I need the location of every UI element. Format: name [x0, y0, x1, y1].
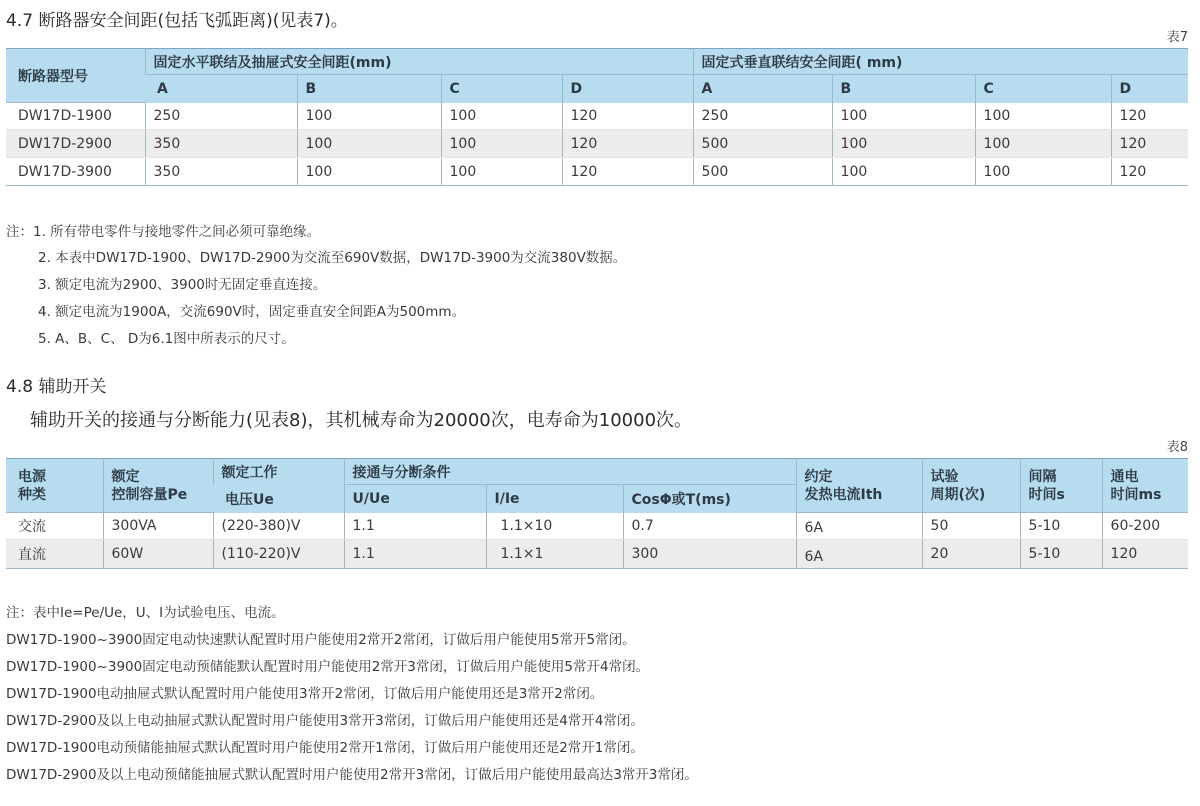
sub-header-b-h: B	[297, 75, 441, 103]
header-conditions: 接通与分断条件	[344, 459, 796, 485]
cell: 120	[1111, 130, 1188, 158]
table-8	[6, 458, 1188, 569]
cell: 100	[441, 158, 562, 186]
note-8-5: DW17D-2900及以上电动抽屉式默认配置时用户能使用3常开3常闭，订做后用户能使用还是4常开4常闭。	[6, 713, 644, 729]
cell: 5-10	[1020, 513, 1102, 540]
cell: 120	[562, 103, 693, 130]
cell: 250	[693, 103, 832, 130]
sub-header-c-h: C	[441, 75, 562, 103]
table-row	[6, 130, 1188, 158]
cell: 120	[562, 130, 693, 158]
cell: (110-220)V	[213, 540, 344, 569]
header-cycle: 试验 周期(次)	[922, 459, 1020, 513]
table-7-label: 表7	[1166, 30, 1188, 45]
note-8-1: 注：表中Ie=Pe/Ue，U、I为试验电压、电流。	[6, 605, 285, 621]
cell: 60W	[103, 540, 213, 569]
sub-header-d-v: D	[1111, 75, 1188, 103]
table-row	[6, 158, 1188, 186]
header-ith: 约定 发热电流Ith	[796, 459, 922, 513]
note-8-4: DW17D-1900电动抽屉式默认配置时用户能使用3常开2常闭，订做后用户能使用还是3常开2常闭。	[6, 686, 604, 702]
cell: 120	[562, 158, 693, 186]
cell: 1.1×1	[486, 540, 623, 569]
group-horizontal-header: 固定水平联结及抽屉式安全间距(mm)	[145, 49, 693, 75]
note-8-7: DW17D-2900及以上电动预储能抽屉式默认配置时用户能使用2常开3常闭，订做后用户能使用最高达3常开3常闭。	[6, 767, 698, 783]
table-row	[6, 540, 1188, 569]
section-4-7-title: 4.7 断路器安全间距(包括飞弧距离)(见表7)。	[6, 11, 348, 31]
sub-header-c-v: C	[975, 75, 1111, 103]
note-5: 5. A、B、C、 D为6.1图中所表示的尺寸。	[38, 331, 295, 347]
header-power-type: 电源 种类	[6, 459, 103, 513]
cell: 1.1	[344, 540, 486, 569]
table-row	[6, 103, 1188, 130]
cell: 120	[1111, 158, 1188, 186]
table-row	[6, 513, 1188, 540]
header-i-ie: I/Ie	[486, 485, 623, 513]
note-1: 注：1. 所有带电零件与接地零件之间必须可靠绝缘。	[6, 224, 321, 240]
cell: 1.1×10	[486, 513, 623, 540]
header-interval: 间隔 时间s	[1020, 459, 1102, 513]
cell: 100	[297, 158, 441, 186]
group-vertical-header: 固定式垂直联结安全间距( mm)	[693, 49, 1188, 75]
cell: 120	[1102, 540, 1188, 569]
cell: 直流	[6, 540, 103, 569]
cell: DW17D-2900	[6, 130, 145, 158]
cell: 100	[297, 130, 441, 158]
header-voltage-bottom: 电压Ue	[213, 485, 344, 513]
note-8-6: DW17D-1900电动预储能抽屉式默认配置时用户能使用2常开1常闭，订做后用户能使用还是2常开1常闭。	[6, 740, 644, 756]
section-4-8-title: 4.8 辅助开关	[6, 377, 107, 397]
note-8-3: DW17D-1900~3900固定电动预储能默认配置时用户能使用2常开3常闭，订做后用户能使用5常开4常闭。	[6, 659, 650, 675]
cell: 100	[441, 130, 562, 158]
note-8-2: DW17D-1900~3900固定电动快速默认配置时用户能使用2常开2常闭，订做后用户能使用5常开5常闭。	[6, 632, 636, 648]
table-7	[6, 48, 1188, 186]
note-3: 3. 额定电流为2900、3900时无固定垂直连接。	[38, 277, 327, 293]
cell: 350	[145, 130, 297, 158]
cell: 500	[693, 130, 832, 158]
cell: 1.1	[344, 513, 486, 540]
header-ontime: 通电 时间ms	[1102, 459, 1188, 513]
section-4-8-intro: 辅助开关的接通与分断能力(见表8)，其机械寿命为20000次，电寿命为10000次。	[30, 410, 693, 431]
header-voltage-top: 额定工作	[213, 459, 344, 485]
cell: 300	[623, 540, 796, 569]
sub-header-d-h: D	[562, 75, 693, 103]
header-u-ue: U/Ue	[344, 485, 486, 513]
cell: 交流	[6, 513, 103, 540]
cell: 350	[145, 158, 297, 186]
cell: 50	[922, 513, 1020, 540]
header-capacity: 额定 控制容量Pe	[103, 459, 213, 513]
note-4: 4. 额定电流为1900A，交流690V时，固定垂直安全间距A为500mm。	[38, 304, 466, 320]
cell: 100	[975, 103, 1111, 130]
col-model-header: 断路器型号	[6, 49, 145, 103]
header-cos: CosΦ或T(ms)	[623, 485, 796, 513]
cell: 100	[832, 130, 975, 158]
table-8-label: 表8	[1166, 440, 1188, 455]
cell: 500	[693, 158, 832, 186]
cell: 120	[1111, 103, 1188, 130]
cell: 100	[441, 103, 562, 130]
cell: 6A	[796, 513, 922, 540]
cell: (220-380)V	[213, 513, 344, 540]
sub-header-b-v: B	[832, 75, 975, 103]
cell: 250	[145, 103, 297, 130]
note-2: 2. 本表中DW17D-1900、DW17D-2900为交流至690V数据，DW17D-3900为交流380V数据。	[38, 250, 627, 266]
cell: 6A	[796, 540, 922, 569]
cell: DW17D-1900	[6, 103, 145, 130]
cell: 100	[975, 130, 1111, 158]
cell: 5-10	[1020, 540, 1102, 569]
cell: DW17D-3900	[6, 158, 145, 186]
cell: 100	[975, 158, 1111, 186]
cell: 100	[832, 158, 975, 186]
cell: 0.7	[623, 513, 796, 540]
cell: 60-200	[1102, 513, 1188, 540]
cell: 300VA	[103, 513, 213, 540]
cell: 20	[922, 540, 1020, 569]
sub-header-a-v: A	[693, 75, 832, 103]
cell: 100	[832, 103, 975, 130]
sub-header-a-h: A	[145, 75, 297, 103]
cell: 100	[297, 103, 441, 130]
